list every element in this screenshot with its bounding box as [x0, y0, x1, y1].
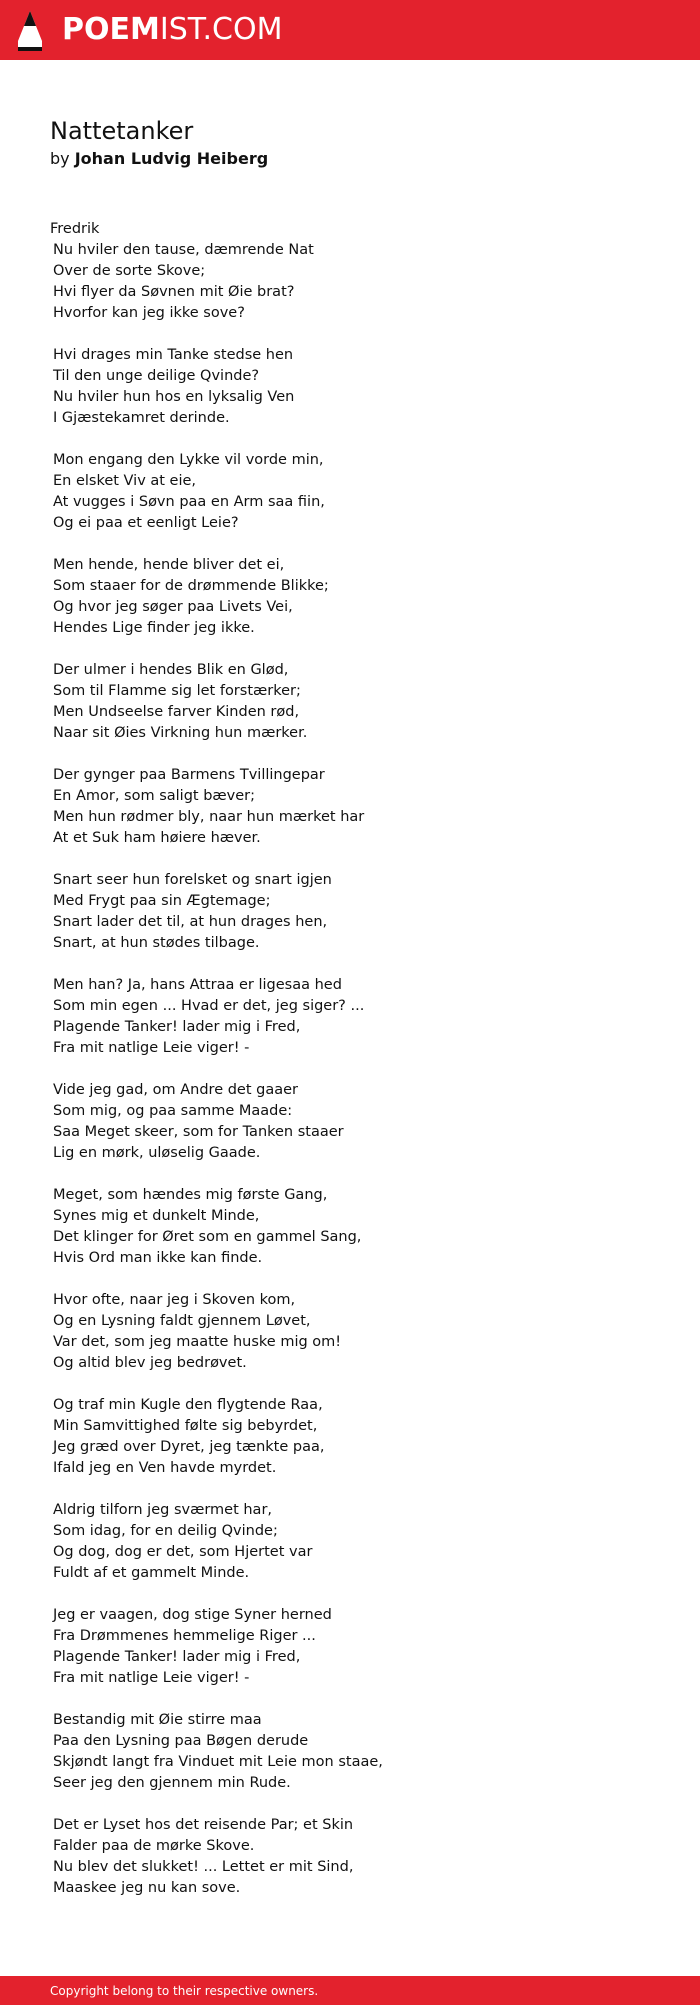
byline-prefix: by — [50, 149, 70, 168]
poem-stanza — [50, 1605, 670, 1689]
poem-author[interactable]: Johan Ludvig Heiberg — [74, 149, 269, 168]
poem-stanza — [50, 1710, 670, 1794]
poem-line: Og altid blev jeg bedrøvet. — [53, 1355, 247, 1371]
poem-line: Hendes Lige finder jeg ikke. — [53, 620, 255, 636]
poem-line: Bestandig mit Øie stirre maa — [53, 1712, 262, 1728]
poem-line: Men han? Ja, hans Attraa er ligesaa hed — [53, 977, 342, 993]
brand-name-bold: POEM — [62, 12, 160, 47]
poem-line: Skjøndt langt fra Vinduet mit Leie mon staae, — [53, 1754, 383, 1770]
poem-line: Jeg græd over Dyret, jeg tænkte paa, — [53, 1439, 325, 1455]
poem-line: Naar sit Øies Virkning hun mærker. — [53, 725, 308, 741]
poem-stanza — [50, 240, 670, 324]
poem-line: Vide jeg gad, om Andre det gaaer — [53, 1082, 299, 1098]
poem-line: Som mig, og paa samme Maade: — [53, 1103, 293, 1119]
poem-line: Hvi drages min Tanke stedse hen — [53, 347, 294, 363]
poem-stanza — [50, 345, 670, 429]
poem-stanza — [50, 1185, 670, 1269]
poem-line: Hvi flyer da Søvnen mit Øie brat? — [53, 284, 295, 300]
poem-line: Som staaer for de drømmende Blikke; — [53, 578, 329, 594]
poem-line: Synes mig et dunkelt Minde, — [53, 1208, 260, 1224]
poem-line: En elsket Viv at eie, — [53, 473, 197, 489]
poem-line: Over de sorte Skove; — [53, 263, 206, 279]
poem-line: Der gynger paa Barmens Tvillingepar — [53, 767, 325, 783]
pencil-icon[interactable] — [18, 11, 42, 51]
poem-line: Det klinger for Øret som en gammel Sang, — [53, 1229, 362, 1245]
poem-line: Snart, at hun stødes tilbage. — [53, 935, 260, 951]
poem-line: Ifald jeg en Ven havde myrdet. — [53, 1460, 277, 1476]
poem-stanza — [50, 1500, 670, 1584]
poem-body — [50, 219, 670, 1920]
poem-line: Falder paa de mørke Skove. — [53, 1838, 255, 1854]
poem-line: Og en Lysning faldt gjennem Løvet, — [53, 1313, 311, 1329]
poem-line: Plagende Tanker! lader mig i Fred, — [53, 1019, 301, 1035]
poem-stanza — [50, 1815, 670, 1899]
site-footer — [0, 1976, 700, 2005]
poem-line: Nu hviler den tause, dæmrende Nat — [53, 242, 314, 258]
site-header — [0, 0, 700, 60]
poem-line: Mon engang den Lykke vil vorde min, — [53, 452, 324, 468]
poem-line: Paa den Lysning paa Bøgen derude — [53, 1733, 309, 1749]
poem-line: Det er Lyset hos det reisende Par; et Skin — [53, 1817, 354, 1833]
poem-line: Aldrig tilforn jeg sværmet har, — [53, 1502, 273, 1518]
poem-line: Og hvor jeg søger paa Livets Vei, — [53, 599, 293, 615]
poem-line: Men Undseelse farver Kinden rød, — [53, 704, 300, 720]
poem-line: Saa Meget skeer, som for Tanken staaer — [53, 1124, 344, 1140]
poem-stanza — [50, 975, 670, 1059]
brand-name-light: IST.COM — [159, 12, 283, 47]
poem-stanza — [50, 1080, 670, 1164]
copyright-notice: Copyright belong to their respective owners. — [50, 1984, 319, 1998]
poem-line: Som til Flamme sig let forstærker; — [53, 683, 301, 699]
poem-line: Lig en mørk, uløselig Gaade. — [53, 1145, 261, 1161]
poem-line: Plagende Tanker! lader mig i Fred, — [53, 1649, 301, 1665]
poem-line: Fra mit natlige Leie viger! - — [53, 1670, 250, 1686]
poem-line: Fra mit natlige Leie viger! - — [53, 1040, 250, 1056]
poem-title: Nattetanker — [50, 117, 194, 145]
poem-stanza — [50, 1290, 670, 1374]
poem-line: Nu hviler hun hos en lyksalig Ven — [53, 389, 295, 405]
poem-line: Og traf min Kugle den flygtende Raa, — [53, 1397, 323, 1413]
poem-line: Men hun rødmer bly, naar hun mærket har — [53, 809, 365, 825]
poem-line: Hvis Ord man ikke kan finde. — [53, 1250, 263, 1266]
poem-line: Snart lader det til, at hun drages hen, — [53, 914, 328, 930]
poem-stanza — [50, 555, 670, 639]
poem-line: Og ei paa et eenligt Leie? — [53, 515, 239, 531]
poem-line: Der ulmer i hendes Blik en Glød, — [53, 662, 289, 678]
poem-line: I Gjæstekamret derinde. — [53, 410, 230, 426]
poem-line: Fra Drømmenes hemmelige Riger ... — [53, 1628, 316, 1644]
poem-line: Hvorfor kan jeg ikke sove? — [53, 305, 245, 321]
poem-line: En Amor, som saligt bæver; — [53, 788, 256, 804]
site-logo[interactable] — [62, 12, 282, 48]
poem-line: Var det, som jeg maatte huske mig om! — [53, 1334, 342, 1350]
poem-line: Til den unge deilige Qvinde? — [53, 368, 260, 384]
poem-line: At et Suk ham høiere hæver. — [53, 830, 261, 846]
poem-line: Nu blev det slukket! ... Lettet er mit Sind, — [53, 1859, 354, 1875]
poem-line: Som idag, for en deilig Qvinde; — [53, 1523, 278, 1539]
poem-line: Meget, som hændes mig første Gang, — [53, 1187, 328, 1203]
poem-line: Og dog, dog er det, som Hjertet var — [53, 1544, 313, 1560]
poem-line: Seer jeg den gjennem min Rude. — [53, 1775, 291, 1791]
poem-byline — [50, 149, 268, 169]
poem-line: Maaskee jeg nu kan sove. — [53, 1880, 241, 1896]
poem-stanza — [50, 765, 670, 849]
poem-line: Men hende, hende bliver det ei, — [53, 557, 285, 573]
poem-speaker: Fredrik — [50, 221, 100, 237]
poem-stanza — [50, 870, 670, 954]
poem-line: Som min egen ... Hvad er det, jeg siger? ... — [53, 998, 365, 1014]
poem-stanza — [50, 450, 670, 534]
poem-stanza — [50, 660, 670, 744]
poem-stanza — [50, 1395, 670, 1479]
poem-line: Med Frygt paa sin Ægtemage; — [53, 893, 271, 909]
poem-line: At vugges i Søvn paa en Arm saa fiin, — [53, 494, 325, 510]
poem-line: Fuldt af et gammelt Minde. — [53, 1565, 250, 1581]
poem-line: Min Samvittighed følte sig bebyrdet, — [53, 1418, 318, 1434]
poem-line: Jeg er vaagen, dog stige Syner herned — [53, 1607, 332, 1623]
poem-line: Hvor ofte, naar jeg i Skoven kom, — [53, 1292, 296, 1308]
poem-line: Snart seer hun forelsket og snart igjen — [53, 872, 332, 888]
